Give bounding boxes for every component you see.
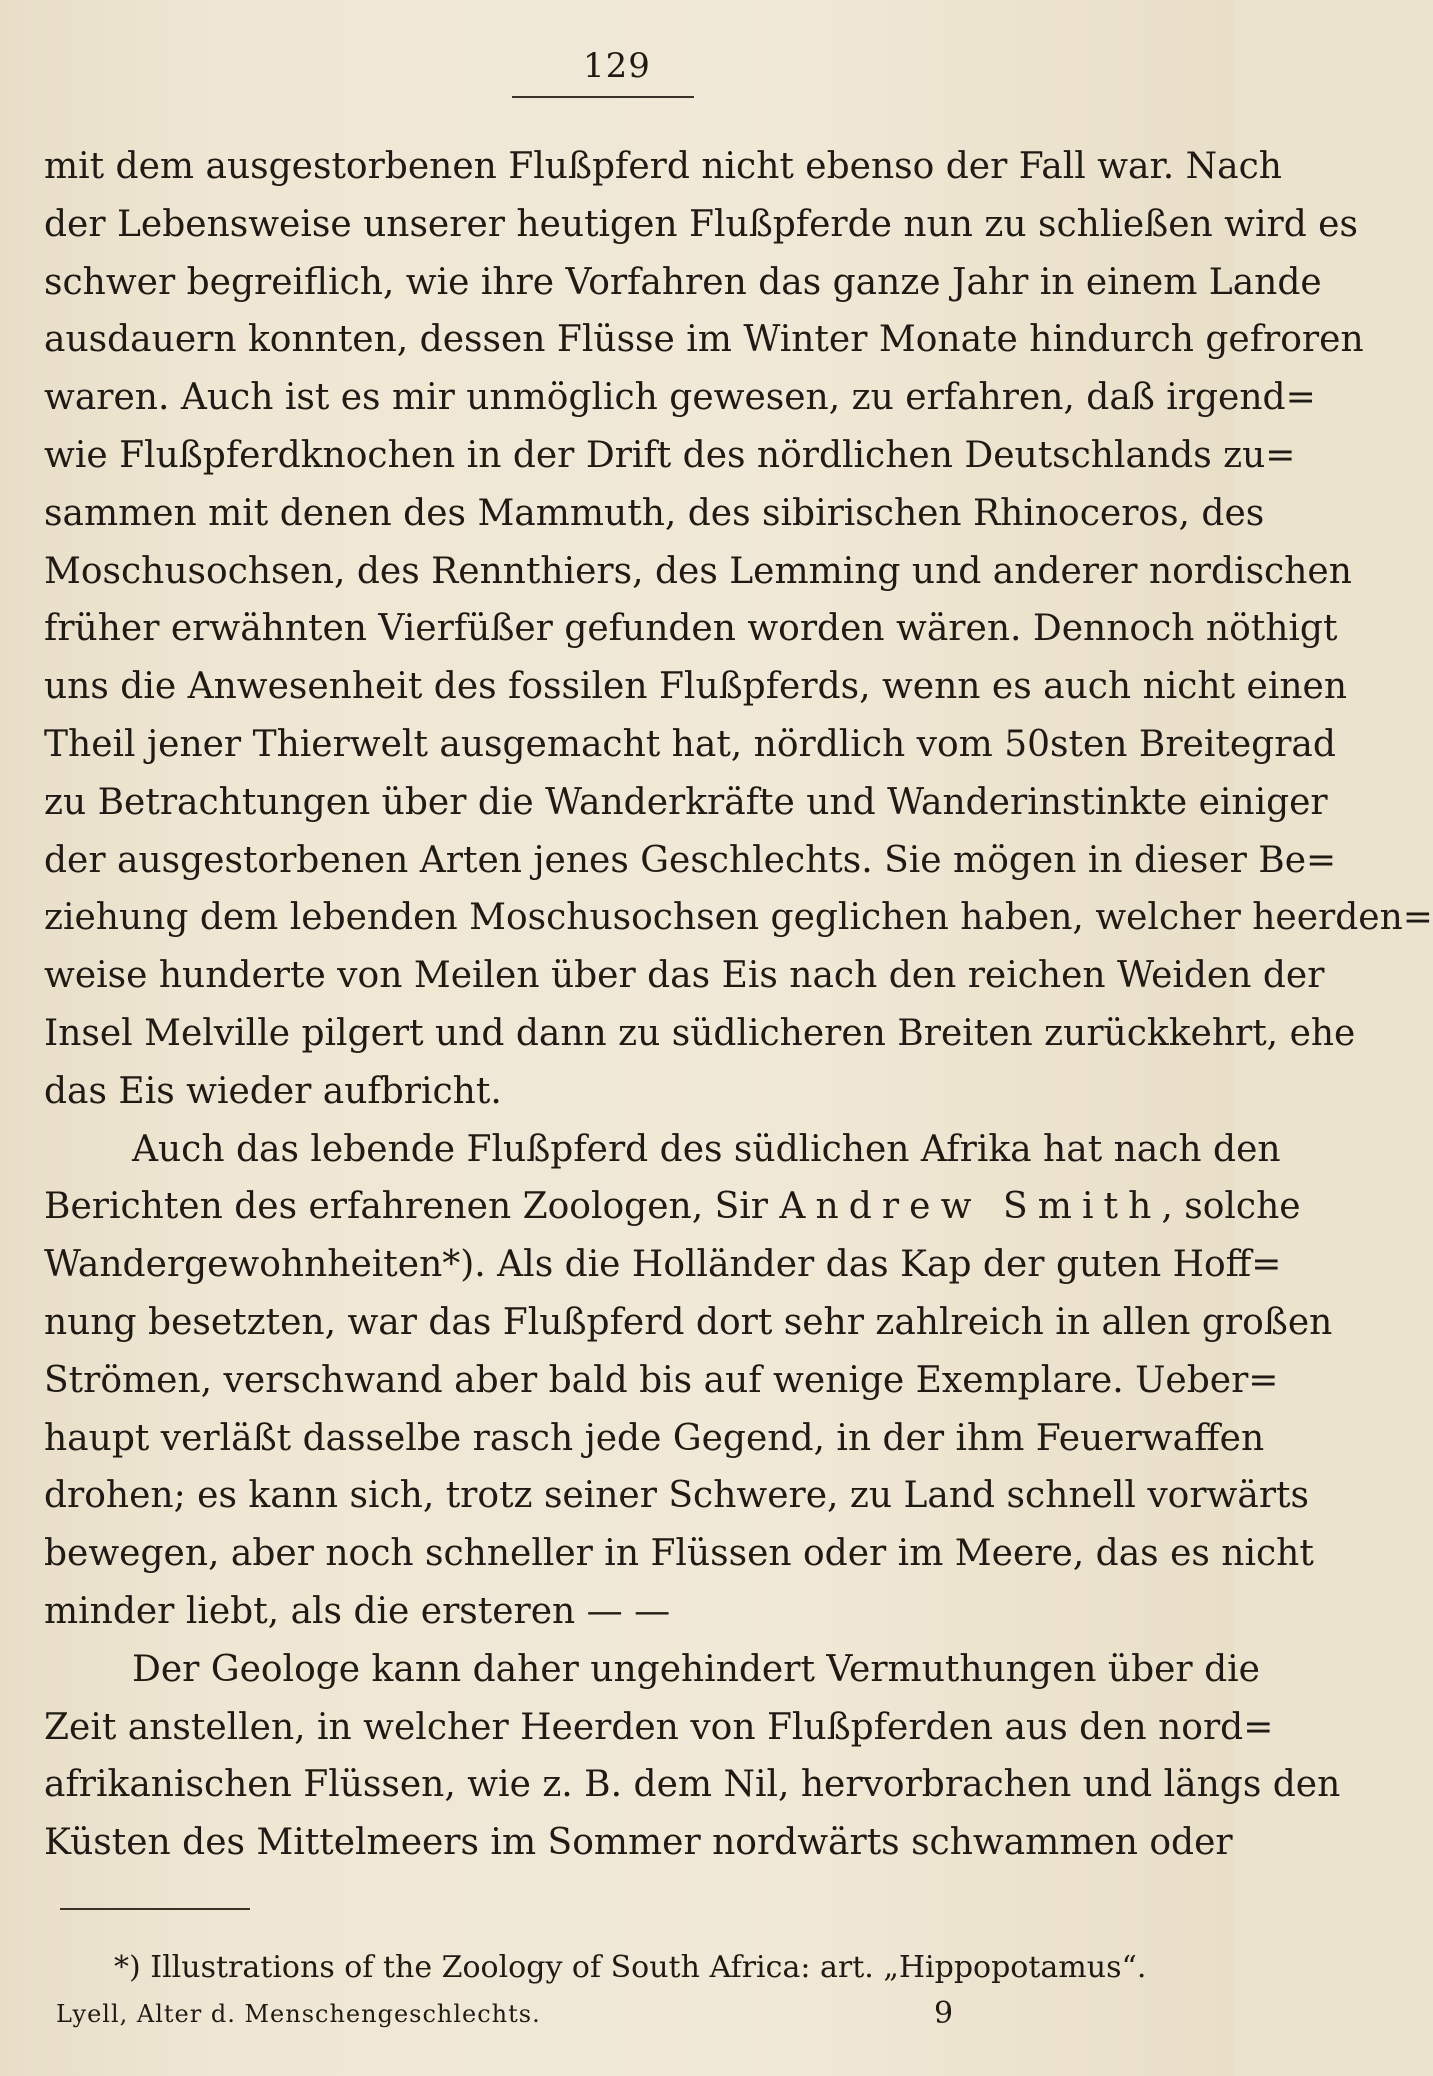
text-line: waren. Auch ist es mir unmöglich gewesen, zu erfahren, daß irgend= — [44, 377, 1316, 419]
text-line: zu Betrachtungen über die Wanderkräfte und Wanderinstinkte einiger — [44, 781, 1328, 823]
text-line: Wandergewohnheiten*). Als die Holländer das Kap der guten Hoff= — [44, 1244, 1282, 1286]
text-line: drohen; es kann sich, trotz seiner Schwere, zu Land schnell vorwärts — [44, 1475, 1309, 1517]
paragraph — [44, 1121, 1333, 1641]
header-rule — [512, 96, 694, 98]
text-line: sammen mit denen des Mammuth, des sibirischen Rhinoceros, des — [44, 492, 1265, 534]
text-line: haupt verläßt dasselbe rasch jede Gegend, in der ihm Feuerwaffen — [44, 1417, 1265, 1459]
paragraph — [44, 1641, 1341, 1872]
text-line: Theil jener Thierwelt ausgemacht hat, nördlich vom 50sten Breitegrad — [44, 723, 1336, 765]
body-text — [44, 138, 1433, 1872]
text-line: nung besetzten, war das Flußpferd dort sehr zahlreich in allen großen — [44, 1301, 1333, 1343]
text-line: früher erwähnten Vierfüßer gefunden worden wären. Dennoch nöthigt — [44, 608, 1338, 650]
text-line: das Eis wieder aufbricht. — [44, 1070, 502, 1112]
text-line: Moschusochsen, des Rennthiers, des Lemming und anderer nordischen — [44, 550, 1352, 592]
text-line: Der Geologe kann daher ungehindert Vermuthungen über die — [132, 1648, 1260, 1690]
text-line: afrikanischen Flüssen, wie z. B. dem Nil, hervorbrachen und längs den — [44, 1764, 1341, 1806]
text-line: Zeit anstellen, in welcher Heerden von Flußpferden aus den nord= — [44, 1706, 1274, 1748]
text-line: wie Flußpferdknochen in der Drift des nördlichen Deutschlands zu= — [44, 434, 1296, 476]
text-line: minder liebt, als die ersteren — — — [44, 1590, 671, 1632]
text-line: ziehung dem lebenden Moschusochsen geglichen haben, welcher heerden= — [44, 897, 1433, 939]
footnote-rule — [60, 1908, 250, 1910]
sheet-number: 9 — [934, 1996, 954, 2031]
text-line: ausdauern konnten, dessen Flüsse im Winter Monate hindurch gefroren — [44, 319, 1364, 361]
text-line: mit dem ausgestorbenen Flußpferd nicht ebenso der Fall war. Nach — [44, 146, 1282, 187]
text-line: uns die Anwesenheit des fossilen Flußpferds, wenn es auch nicht einen — [44, 666, 1348, 708]
text-line: Strömen, verschwand aber bald bis auf wenige Exemplare. Ueber= — [44, 1359, 1279, 1401]
signature-line: Lyell, Alter d. Menschengeschlechts. — [56, 2000, 541, 2028]
text-line: der ausgestorbenen Arten jenes Geschlechts. Sie mögen in dieser Be= — [44, 839, 1337, 881]
text-line: bewegen, aber noch schneller in Flüssen oder im Meere, das es nicht — [44, 1533, 1314, 1575]
text-line: Auch das lebende Flußpferd des südlichen Afrika hat nach den — [132, 1128, 1281, 1170]
text-line: Berichten des erfahrenen Zoologen, Sir Andrew Smith, solche — [44, 1186, 1301, 1228]
paragraph — [44, 138, 1433, 1121]
text-line: der Lebensweise unserer heutigen Flußpferde nun zu schließen wird es — [44, 203, 1358, 245]
page-number: 129 — [583, 46, 651, 86]
text-line: Insel Melville pilgert und dann zu südlicheren Breiten zurückkehrt, ehe — [44, 1012, 1356, 1054]
text-line: schwer begreiflich, wie ihre Vorfahren das ganze Jahr in einem Lande — [44, 261, 1322, 303]
text-line: weise hunderte von Meilen über das Eis nach den reichen Weiden der — [44, 955, 1325, 997]
text-line: Küsten des Mittelmeers im Sommer nordwärts schwammen oder — [44, 1822, 1233, 1864]
footnote: *) Illustrations of the Zoology of South Africa: art. „Hippopotamus“. — [114, 1950, 1147, 1985]
